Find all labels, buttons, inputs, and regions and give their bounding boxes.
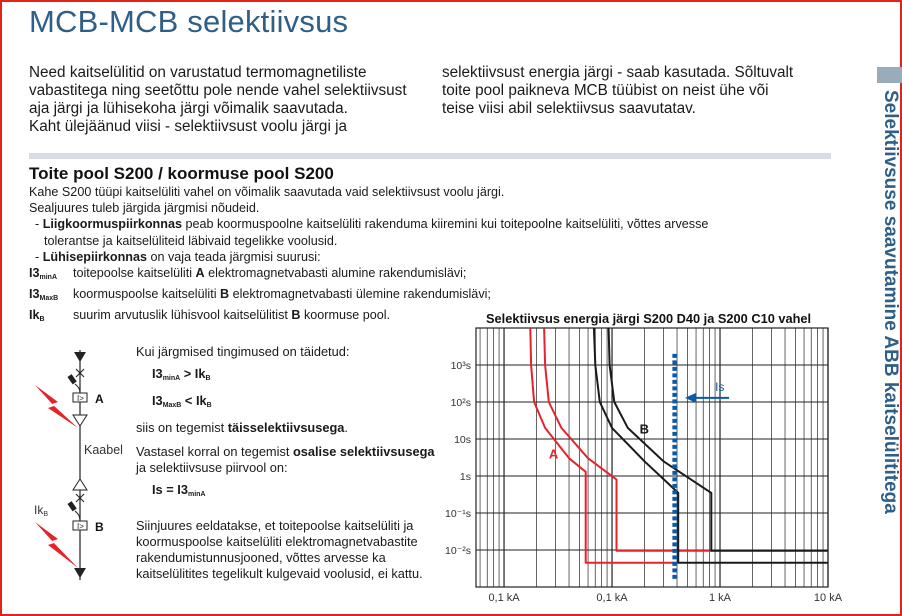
- ik-label: IkB: [34, 503, 49, 518]
- intro-line: Kaht ülejäänud viisi - selektiivsust voolu järgi ja: [29, 118, 347, 135]
- side-tab-marker: [877, 67, 902, 83]
- selectivity-chart: [430, 320, 850, 610]
- bullet-term: Liigkoormuspiirkonnas: [42, 217, 182, 232]
- section-line: Kahe S200 tüüpi kaitselüliti vahel on võimalik saavutada vaid selektiivsust voolu järgi.: [29, 185, 505, 199]
- conditions-else-line2: ja selektiivsuse piirvool on:: [136, 460, 288, 475]
- plot-border: [476, 328, 828, 587]
- top-terminal-icon: [74, 352, 86, 362]
- definition-text: suurim arvutuslik lühisvool kaitselülitist B koormuse pool.: [73, 308, 391, 323]
- definition-term: $I3_{minA}$: [29, 266, 58, 282]
- page-title: MCB-MCB selektiivsus: [29, 4, 349, 39]
- intro-left: [29, 64, 434, 136]
- formula-1: $I3_{minA} > Ik_B$: [152, 366, 211, 382]
- cable-end-bottom-icon: [73, 479, 87, 490]
- section-title: Toite pool S200 / koormuse pool S200: [29, 164, 334, 183]
- annotation-b: B: [639, 421, 649, 437]
- fault-a-icon: [35, 385, 78, 428]
- label-a: A: [95, 392, 104, 406]
- intro-line: selektiivsust energia järgi - saab kasutada. Sõltuvalt: [442, 64, 794, 81]
- intro-right: [442, 64, 842, 118]
- bullet-shortcircuit: [29, 249, 829, 265]
- label-b: B: [95, 520, 104, 534]
- y-tick-label: 10⁻²s: [445, 545, 471, 557]
- bullet-text: on vaja teada järgmisi suurusi:: [146, 249, 321, 264]
- grid-horizontal: [476, 328, 828, 587]
- circuit-schematic: [30, 340, 140, 590]
- bottom-terminal-icon: [74, 568, 86, 578]
- svg-text:I>: I>: [77, 394, 84, 403]
- definition-term: $I3_{MaxB}$: [29, 287, 59, 303]
- bullet-overload-cont: tolerantse ja kaitselüliteid läbivaid tegelikke voolusid.: [44, 233, 338, 248]
- bullet-text: peab koormuspoolne kaitselüliti rakenduma kiiremini kui toitepoolne kaitselüliti, võttes arvesse: [181, 217, 709, 232]
- x-tick-label: 10 kA: [813, 592, 843, 604]
- cable-end-top-icon: [73, 415, 87, 426]
- chart-title: Selektiivsus energia järgi S200 D40 ja S200 C10 vahel: [486, 311, 812, 326]
- svg-text:I>: I>: [77, 522, 84, 531]
- intro-line: Need kaitselülitid on varustatud termomagnetiliste: [29, 64, 367, 81]
- x-axis-ticks: [488, 592, 842, 604]
- grid-vertical: [480, 328, 828, 587]
- intro-line: aja järgi ja lühisekoha järgi võimalik saavutada.: [29, 100, 348, 117]
- x-tick-label: 0,1 kA: [596, 592, 628, 604]
- definition-row: [29, 286, 829, 307]
- intro-line: toite pool paikneva MCB tüübist on neist ühe või: [442, 82, 769, 99]
- annotation-is: Is: [715, 379, 725, 394]
- requirements-section: [29, 184, 829, 329]
- chart-series: [530, 328, 828, 581]
- formula-2: $I3_{MaxB} < Ik_B$: [152, 393, 212, 409]
- x-tick-label: 1 kA: [709, 592, 732, 604]
- definition-row: [29, 265, 829, 286]
- note-line: rakendumistunnusjooned, võttes arvesse ka: [136, 550, 386, 565]
- note-line: koormuspoolse kaitselüliti elektromagnetvabastite: [136, 534, 418, 549]
- note-line: Siinjuures eeldatakse, et toitepoolse kaitselüliti ja: [136, 518, 414, 533]
- breaker-b-contact-icon: [67, 501, 76, 511]
- section-line: Sealjuures tuleb järgida järgmisi nõudeid.: [29, 201, 260, 216]
- intro-line: teise viisi abil selektiivsus saavutatav.: [442, 100, 696, 117]
- fault-b-icon: [35, 522, 78, 568]
- y-axis-ticks: [445, 360, 471, 557]
- y-tick-label: 10³s: [450, 360, 471, 372]
- conditions-intro: Kui järgmised tingimused on täidetud:: [136, 344, 350, 359]
- definition-text: koormuspoolse kaitselüliti B elektromagnetvabasti ülemine rakendumislävi;: [73, 287, 491, 302]
- conditions-else: Vastasel korral on tegemist osalise selektiivsusega: [136, 444, 435, 459]
- breaker-a-contact-icon: [67, 374, 76, 384]
- cable-label: Kaabel: [84, 443, 123, 457]
- x-tick-label: 0,1 kA: [488, 592, 520, 604]
- section-divider: [29, 153, 831, 159]
- definition-text: toitepoolse kaitselüliti A elektromagnetvabasti alumine rakendumislävi;: [73, 266, 467, 281]
- side-title-text: Selektiivsuse saavutamine ABB kaitselülititega: [880, 90, 901, 514]
- note-line: kaitselülitites tegelikult kulgevaid voolusid, ei kattu.: [136, 566, 423, 581]
- y-tick-label: 10⁻¹s: [445, 508, 471, 520]
- is-arrow-head-icon: [685, 393, 696, 403]
- side-title: [871, 90, 902, 540]
- formula-3: $Is = I3_{minA}$: [152, 482, 206, 498]
- bullet-term: Lühisepiirkonnas: [42, 249, 147, 264]
- conditions-result: siis on tegemist täisselektiivsusega.: [136, 420, 348, 435]
- definition-term: $Ik_B$: [29, 308, 45, 324]
- y-tick-label: 1s: [459, 471, 471, 483]
- chart-annotations: [549, 380, 729, 461]
- intro-line: vabastitega ning seetõttu pole nende vahel selektiivsust: [29, 82, 407, 99]
- bullet-overload: [29, 216, 829, 232]
- annotation-a: A: [548, 446, 559, 462]
- y-tick-label: 10s: [454, 434, 471, 446]
- bullet-dash: -: [35, 249, 40, 264]
- y-tick-label: 10²s: [450, 397, 471, 409]
- bullet-dash: -: [35, 217, 40, 232]
